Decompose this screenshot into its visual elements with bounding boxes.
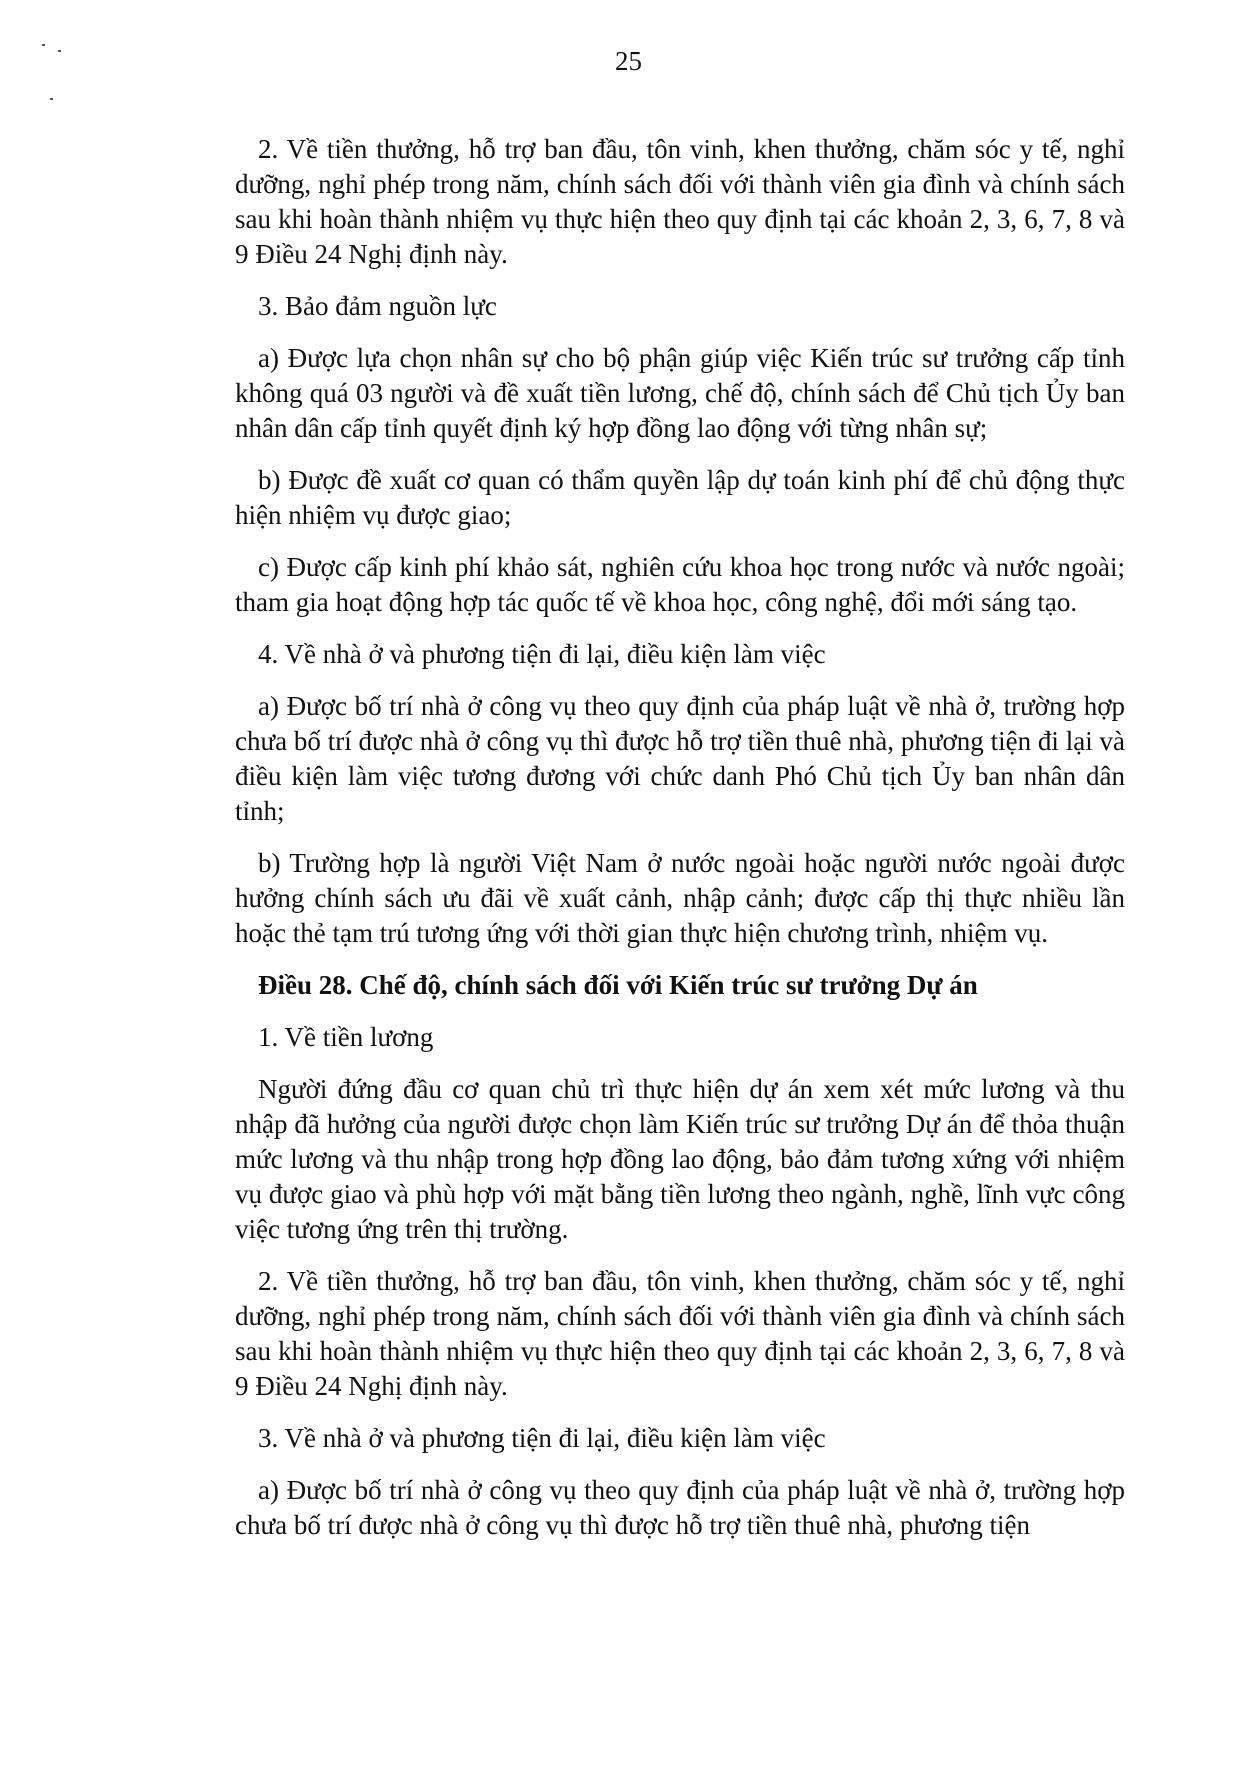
paragraph: Người đứng đầu cơ quan chủ trì thực hiện dự án xem xét mức lương và thu nhập đã hưởng của người được chọn làm Kiến trúc sư trưởng Dự án để thỏa thuận mức lương và thu nhập trong hợp đồng lao động, bảo đảm tương xứng với nhiệm vụ được giao và phù hợp với mặt bằng tiền lương theo ngành, nghề, lĩnh vực công việc tương ứng trên thị trường.	[235, 1074, 1125, 1244]
paragraph: 3. Về nhà ở và phương tiện đi lại, điều kiện làm việc	[258, 1423, 826, 1453]
paragraph: 4. Về nhà ở và phương tiện đi lại, điều kiện làm việc	[258, 639, 826, 669]
paragraph: 2. Về tiền thưởng, hỗ trợ ban đầu, tôn vinh, khen thưởng, chăm sóc y tế, nghỉ dưỡng, nghỉ phép trong năm, chính sách đối với thành viên gia đình và chính sách sau khi hoàn thành nhiệm vụ thực hiện theo quy định tại các khoản 2, 3, 6, 7, 8 và 9 Điều 24 Nghị định này.	[235, 134, 1125, 269]
paragraph: b) Trường hợp là người Việt Nam ở nước ngoài hoặc người nước ngoài được hưởng chính sách ưu đãi về xuất cảnh, nhập cảnh; được cấp thị thực nhiều lần hoặc thẻ tạm trú tương ứng với thời gian thực hiện chương trình, nhiệm vụ.	[235, 848, 1125, 948]
paragraph: c) Được cấp kinh phí khảo sát, nghiên cứu khoa học trong nước và nước ngoài; tham gia hoạt động hợp tác quốc tế về khoa học, công nghệ, đổi mới sáng tạo.	[235, 552, 1125, 617]
paragraph: 2. Về tiền thưởng, hỗ trợ ban đầu, tôn vinh, khen thưởng, chăm sóc y tế, nghỉ dưỡng, nghỉ phép trong năm, chính sách đối với thành viên gia đình và chính sách sau khi hoàn thành nhiệm vụ thực hiện theo quy định tại các khoản 2, 3, 6, 7, 8 và 9 Điều 24 Nghị định này.	[235, 1266, 1125, 1401]
paragraph: 1. Về tiền lương	[258, 1022, 434, 1052]
paragraph: a) Được bố trí nhà ở công vụ theo quy định của pháp luật về nhà ở, trường hợp chưa bố trí được nhà ở công vụ thì được hỗ trợ tiền thuê nhà, phương tiện	[235, 1475, 1125, 1540]
article-heading: Điều 28. Chế độ, chính sách đối với Kiến trúc sư trưởng Dự án	[258, 970, 978, 1000]
paragraph: b) Được đề xuất cơ quan có thẩm quyền lập dự toán kinh phí để chủ động thực hiện nhiệm vụ được giao;	[235, 465, 1125, 530]
paragraph: a) Được bố trí nhà ở công vụ theo quy định của pháp luật về nhà ở, trường hợp chưa bố trí được nhà ở công vụ thì được hỗ trợ tiền thuê nhà, phương tiện đi lại và điều kiện làm việc tương đương với chức danh Phó Chủ tịch Ủy ban nhân dân tỉnh;	[235, 691, 1125, 826]
document-body	[235, 132, 1125, 1560]
paragraph: 3. Bảo đảm nguồn lực	[258, 291, 497, 321]
paragraph: a) Được lựa chọn nhân sự cho bộ phận giúp việc Kiến trúc sư trưởng cấp tỉnh không quá 03 người và đề xuất tiền lương, chế độ, chính sách để Chủ tịch Ủy ban nhân dân cấp tỉnh quyết định ký hợp đồng lao động với từng nhân sự;	[235, 343, 1125, 443]
scan-speck	[50, 98, 53, 100]
page-number: 25	[615, 46, 642, 76]
